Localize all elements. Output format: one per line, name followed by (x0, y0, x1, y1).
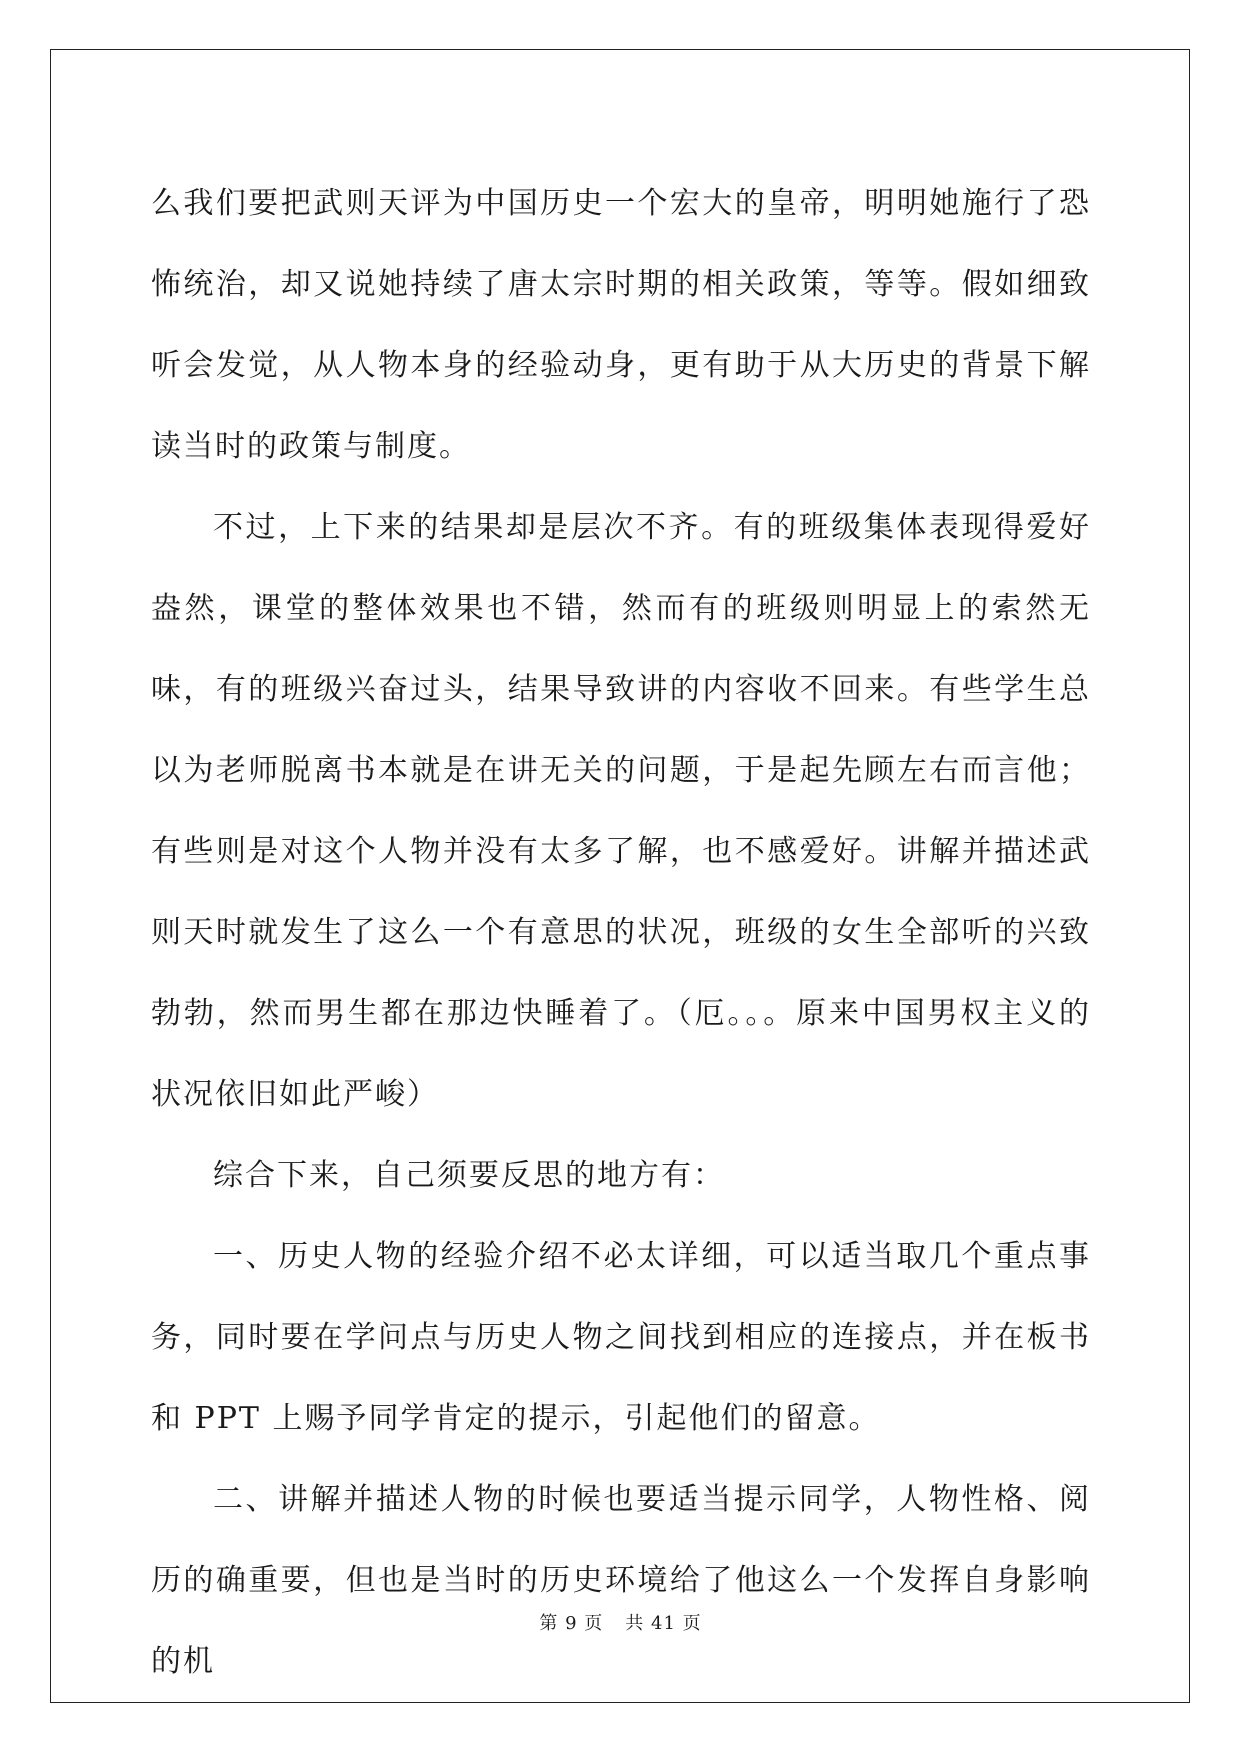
paragraph: 不过，上下来的结果却是层次不齐。有的班级集体表现得爱好盎然，课堂的整体效果也不错，然而有的班级则明显上的索然无味，有的班级兴奋过头，结果导致讲的内容收不回来。有些学生总以为老师脱离书本就是在讲无关的问题，于是起先顾左右而言他；有些则是对这个人物并没有太多了解，也不感爱好。讲解并描述武则天时就发生了这么一个有意思的状况，班级的女生全部听的兴致勃勃，然而男生都在那边快睡着了。（厄。。。原来中国男权主义的状况依旧如此严峻） (151, 510, 1091, 1112)
page-total: 共 41 页 (625, 1613, 702, 1634)
document-body (151, 163, 1091, 1702)
paragraph: 综合下来，自己须要反思的地方有： (213, 1158, 725, 1193)
page-footer (0, 1609, 1241, 1635)
paragraph: 二、讲解并描述人物的时候也要适当提示同学，人物性格、阅历的确重要，但也是当时的历史环境给了他这么一个发挥自身影响的机 (151, 1482, 1091, 1679)
paragraph: 么我们要把武则天评为中国历史一个宏大的皇帝，明明她施行了恐怖统治，却又说她持续了唐太宗时期的相关政策，等等。假如细致听会发觉，从人物本身的经验动身，更有助于从大历史的背景下解读当时的政策与制度。 (151, 186, 1091, 464)
paragraph: 一、历史人物的经验介绍不必太详细，可以适当取几个重点事务，同时要在学问点与历史人物之间找到相应的连接点，并在板书和 PPT 上赐予同学肯定的提示，引起他们的留意。 (151, 1239, 1091, 1436)
page-number: 第 9 页 (539, 1613, 604, 1634)
